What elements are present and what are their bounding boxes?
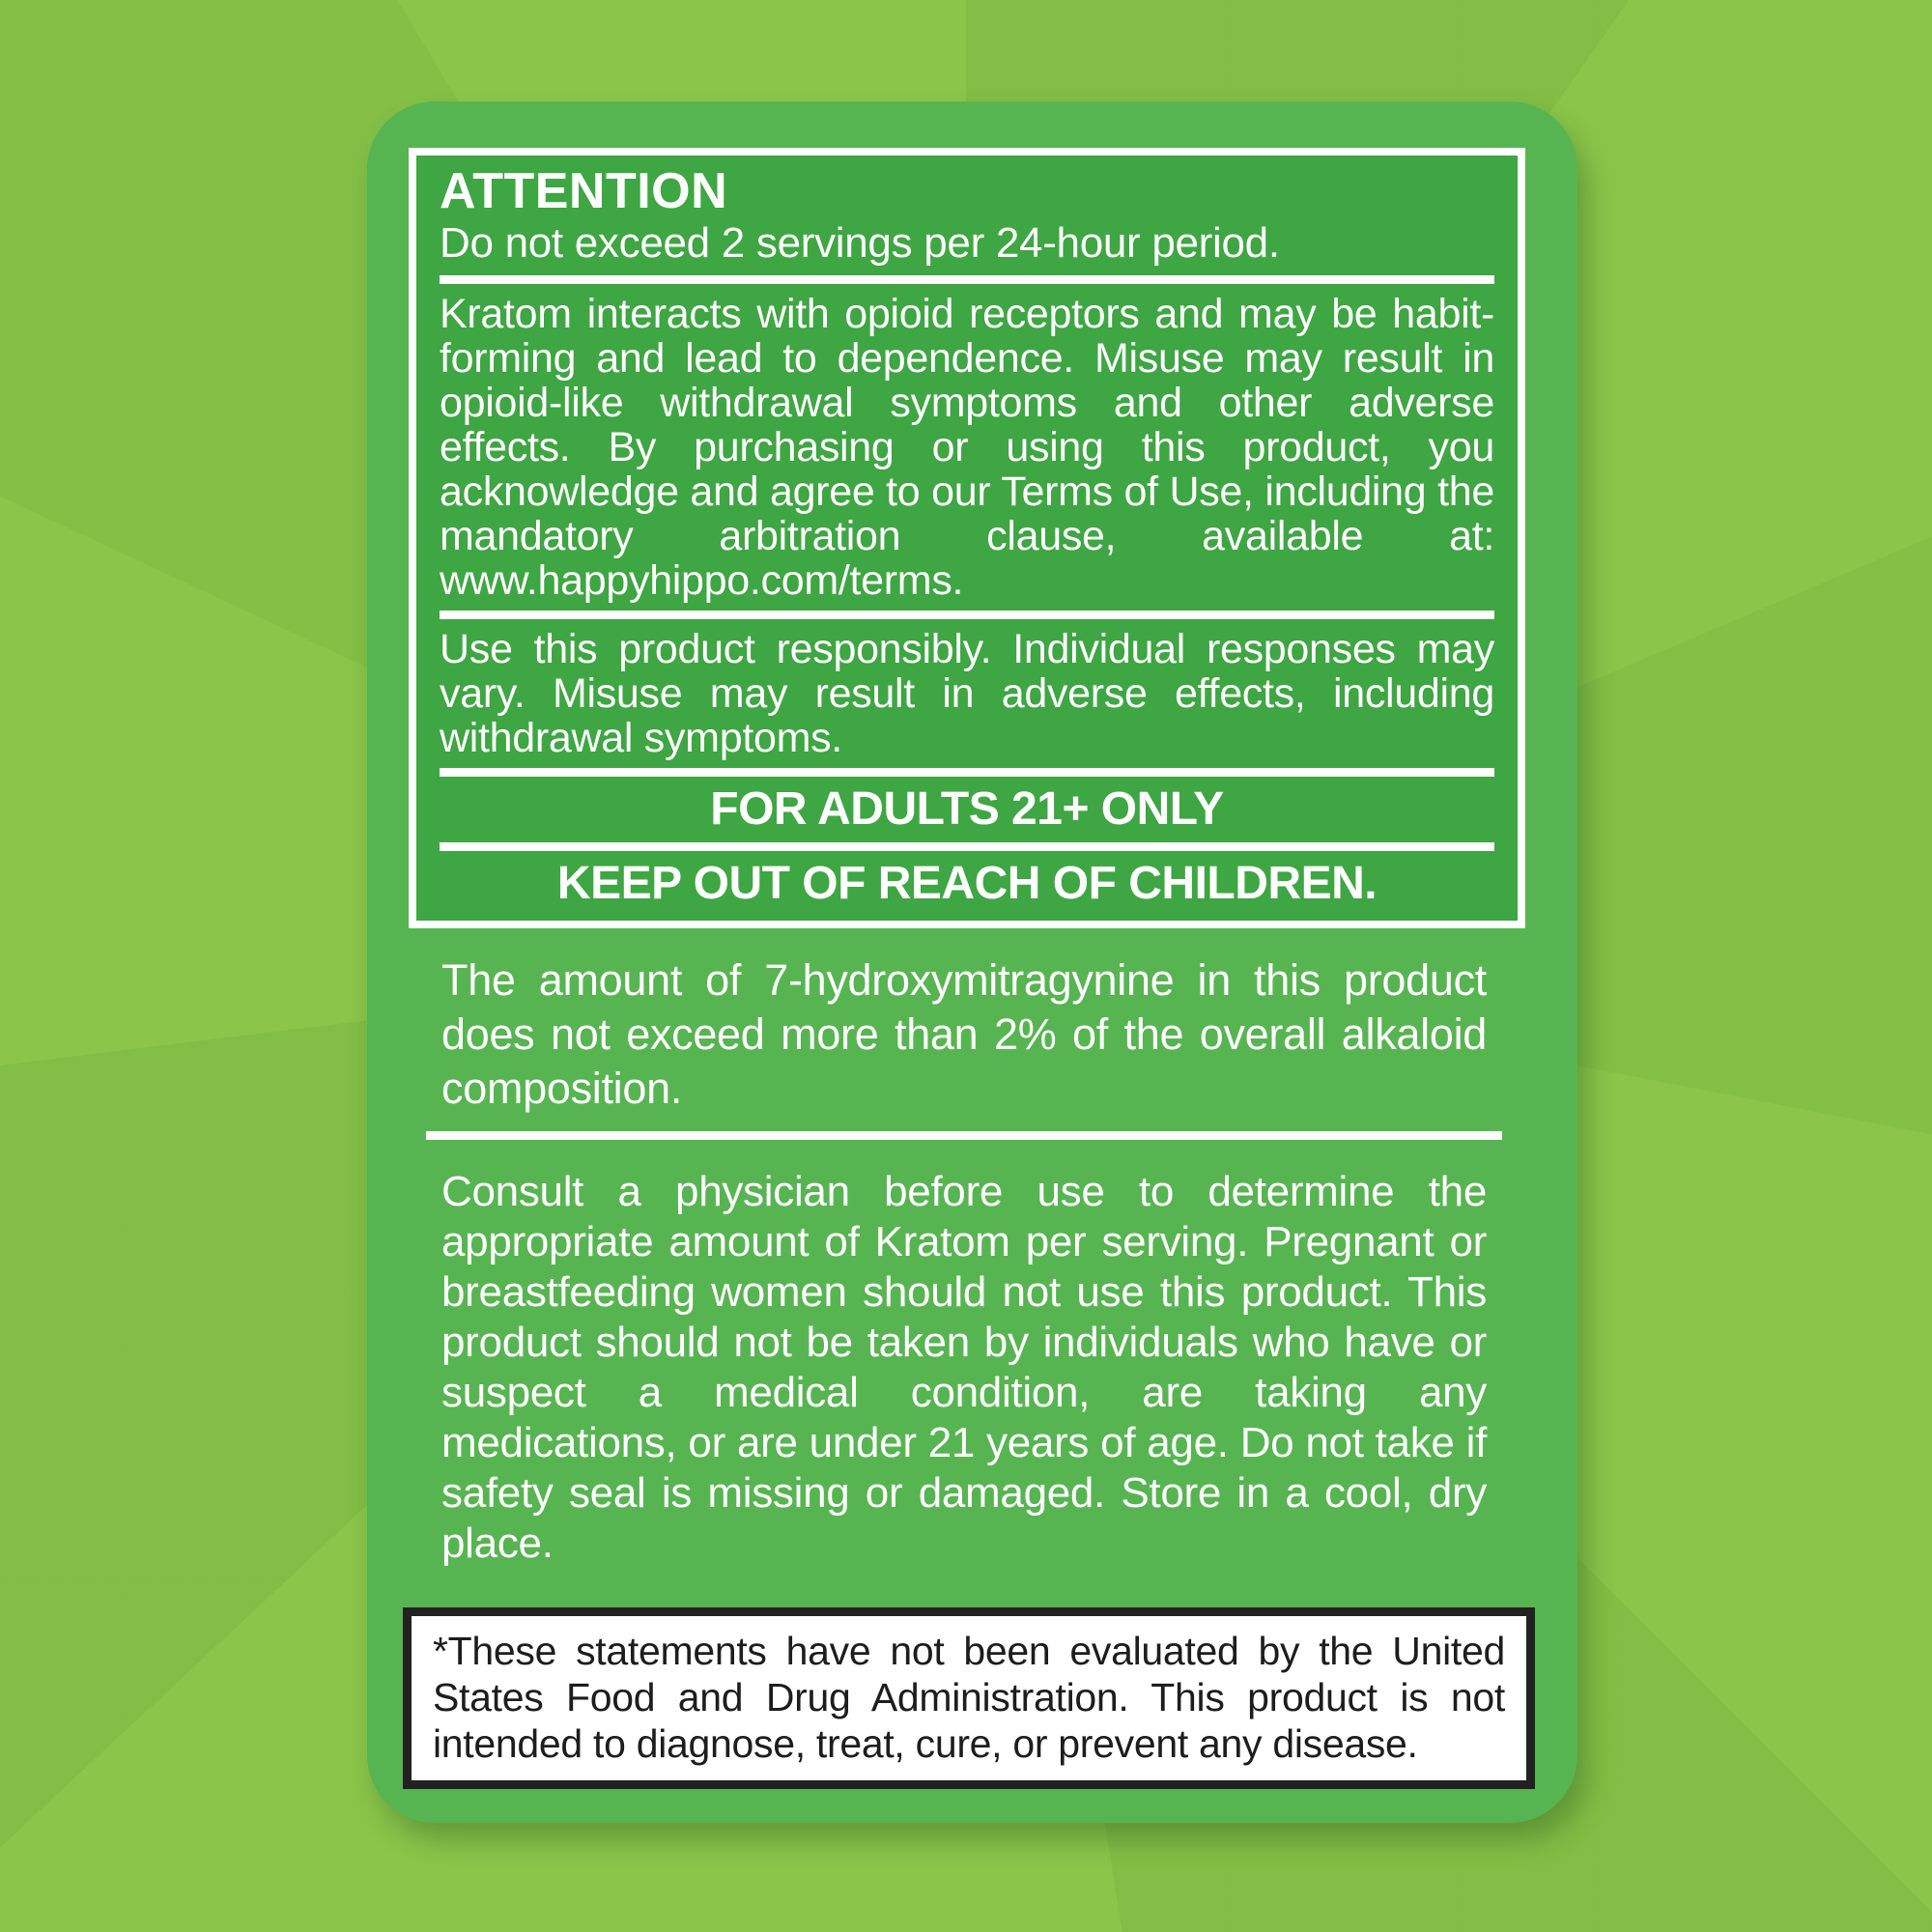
divider: [440, 275, 1494, 284]
kratom-warning-paragraph: Kratom interacts with opioid receptors and may be habit-forming and lead to dependence. Misuse may result in opioid-like withdrawal symptoms and other adverse effects. By purchasing or using this product, you acknowledge and agree to our Terms of Use, including the mandatory arbitration clause, available at: www.happyhippo.com/terms.: [440, 291, 1494, 604]
serving-limit-text: Do not exceed 2 servings per 24-hour period.: [440, 219, 1280, 267]
divider: [440, 611, 1494, 619]
alkaloid-composition-paragraph: The amount of 7-hydroxymitragynine in this product does not exceed more than 2% of the overall alkaloid composition.: [441, 955, 1487, 1113]
keep-out-of-reach-line: KEEP OUT OF REACH OF CHILDREN.: [556, 858, 1378, 909]
physician-consult-paragraph: Consult a physician before use to determine the appropriate amount of Kratom per serving. Pregnant or breastfeeding women should not use this product. This product should not be taken by individuals who have or suspect a medical condition, are taking any medications, or are under 21 years of age. Do not take if safety seal is missing or damaged. Store in a cool, dry place.: [441, 1168, 1487, 1567]
fda-disclaimer-text: *These statements have not been evaluated by the United States Food and Drug Administration. This product is not intended to diagnose, treat, cure, or prevent any disease.: [433, 1629, 1505, 1766]
divider: [440, 842, 1494, 851]
divider: [440, 768, 1494, 777]
adults-only-line: FOR ADULTS 21+ ONLY: [710, 783, 1224, 835]
fda-disclaimer-box: [403, 1607, 1535, 1789]
attention-warning-box: [409, 148, 1525, 928]
attention-title: ATTENTION: [440, 163, 728, 219]
responsible-use-paragraph: Use this product responsibly. Individual responses may vary. Misuse may result in adverse effects, including withdrawal symptoms.: [440, 626, 1494, 761]
label-body-section: [409, 928, 1525, 1569]
product-label-card: [367, 101, 1577, 1823]
section-divider: [426, 1131, 1502, 1140]
